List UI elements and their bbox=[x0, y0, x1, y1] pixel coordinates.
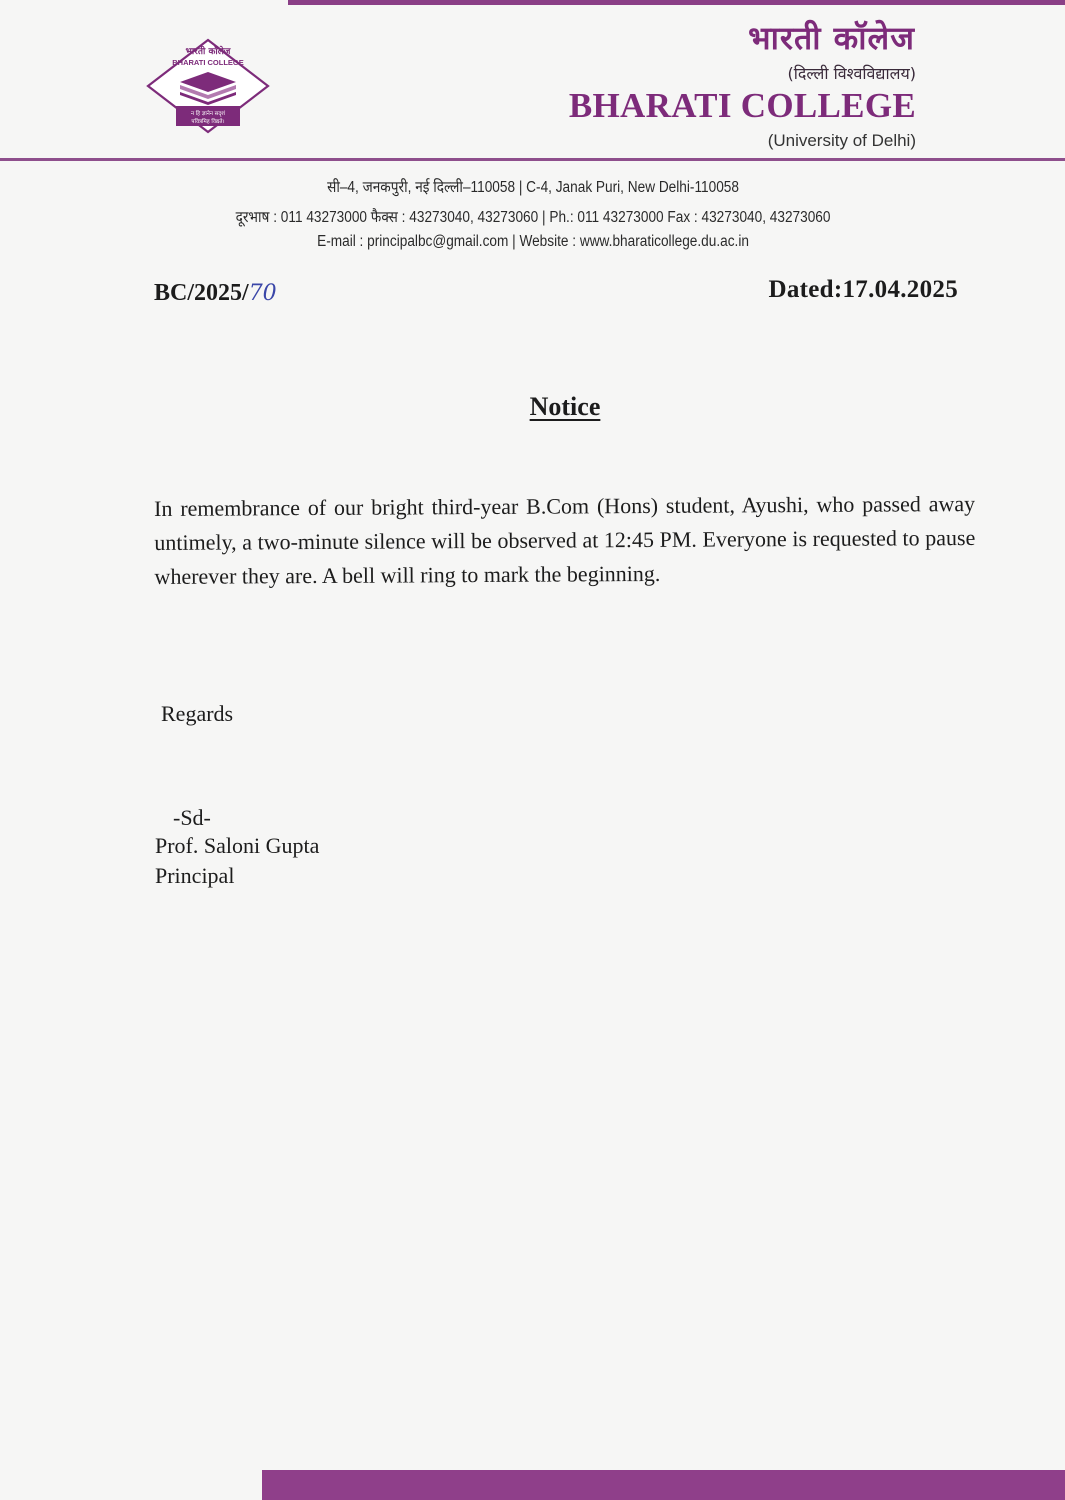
handwritten-reference-number: 70 bbox=[248, 281, 277, 306]
phone-fax-line: दूरभाष : 011 43273000 फैक्स : 43273040, 43273060 | Ph.: 011 43273000 Fax : 43273040, 43273060 bbox=[235, 209, 831, 226]
reference-prefix: BC/2025/ bbox=[154, 280, 249, 306]
college-name: BHARATI COLLEGE bbox=[568, 86, 916, 125]
notice-date: Dated:17.04.2025 bbox=[768, 276, 958, 303]
signatory-designation: Principal bbox=[155, 863, 235, 888]
signature-mark: -Sd- bbox=[173, 805, 211, 830]
logo-ring-text: BHARATI COLLEGE bbox=[172, 58, 244, 67]
university-name-hindi: (दिल्ली विश्वविद्यालय) bbox=[787, 64, 916, 83]
reference-number bbox=[154, 280, 277, 307]
bottom-color-band bbox=[262, 1470, 1065, 1500]
logo-hindi-text: भारती कॉलेज bbox=[185, 47, 231, 57]
signatory-name: Prof. Saloni Gupta bbox=[155, 833, 320, 858]
logo-motto-line2: पवित्रमिह विद्यते। bbox=[191, 119, 225, 125]
notice-title: Notice bbox=[529, 392, 601, 421]
closing-regards: Regards bbox=[161, 701, 234, 726]
university-name: (University of Delhi) bbox=[767, 131, 916, 150]
address-line: सी–4, जनकपुरी, नई दिल्ली–110058 | C-4, Janak Puri, New Delhi-110058 bbox=[327, 179, 739, 196]
college-name-hindi: भारती कॉलेज bbox=[748, 19, 915, 57]
logo-motto-line1: न हि ज्ञानेन सदृशं bbox=[190, 111, 226, 117]
top-color-band bbox=[288, 0, 1065, 5]
email-website-line: E-mail : principalbc@gmail.com | Website : www.bharaticollege.du.ac.in bbox=[317, 233, 749, 250]
header-divider bbox=[0, 158, 1065, 161]
notice-body: In remembrance of our bright third-year B.Com (Hons) student, Ayushi, who passed away untimely, a two-minute silence will be observed at 12:45 PM. Everyone is requested to pause wherever they are. A bell will ring to mark the beginning. bbox=[154, 490, 976, 589]
college-logo bbox=[146, 38, 270, 134]
